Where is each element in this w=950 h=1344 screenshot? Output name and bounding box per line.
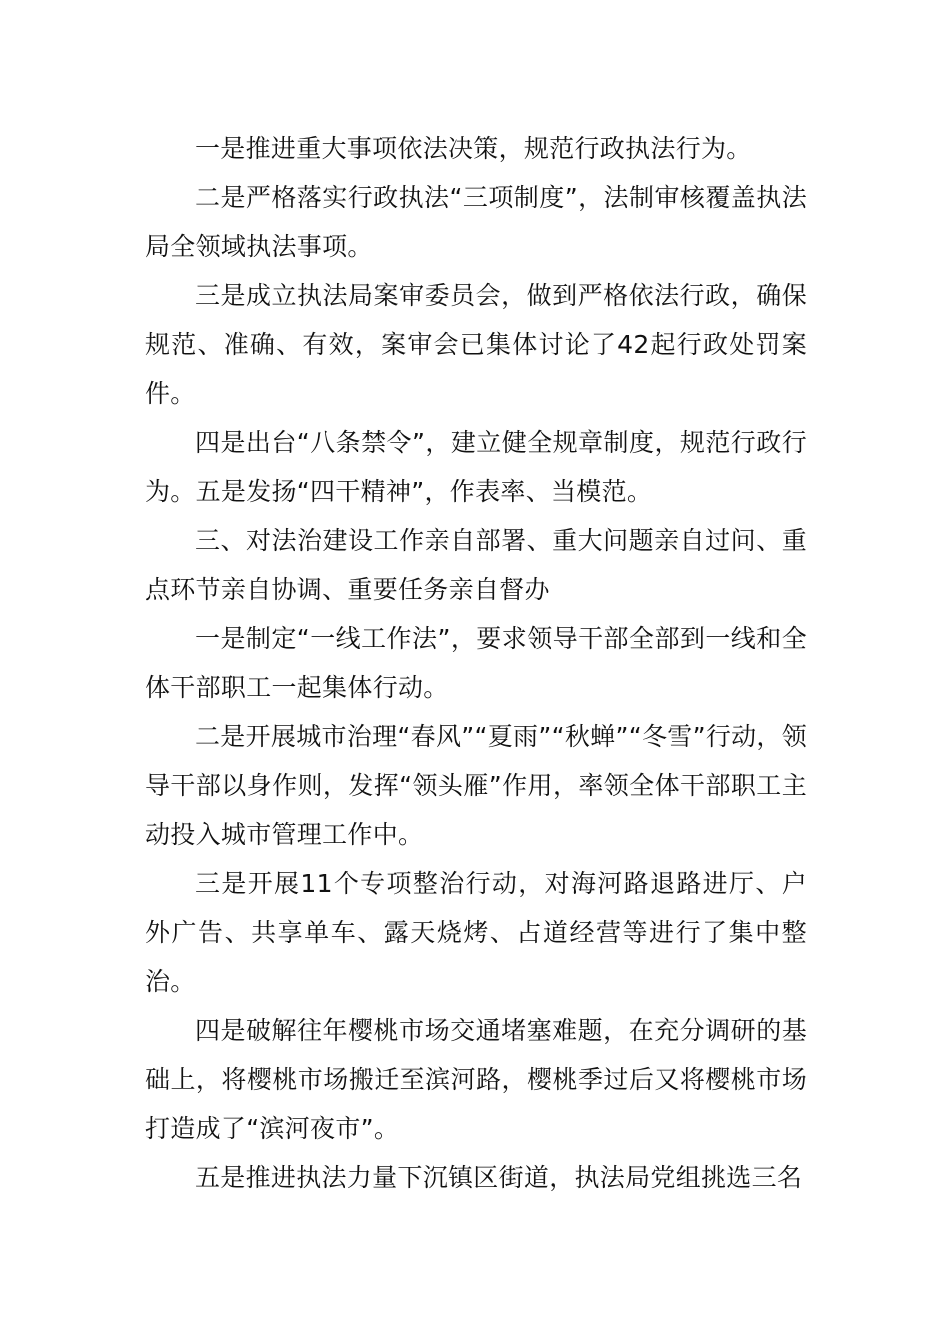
paragraph-3: 三是成立执法局案审委员会，做到严格依法行政，确保规范、准确、有效，案审会已集体讨论了42起行政处罚案件。 (145, 281, 807, 408)
document-body (145, 124, 807, 1202)
paragraph-8: 三是开展11个专项整治行动，对海河路退路进厅、户外广告、共享单车、露天烧烤、占道经营等进行了集中整治。 (145, 869, 807, 996)
paragraph-2: 二是严格落实行政执法“三项制度”，法制审核覆盖执法局全领域执法事项。 (145, 183, 807, 261)
paragraph-6: 一是制定“一线工作法”，要求领导干部全部到一线和全体干部职工一起集体行动。 (145, 624, 807, 702)
paragraph-4: 四是出台“八条禁令”，建立健全规章制度，规范行政行为。五是发扬“四干精神”，作表率、当模范。 (145, 428, 807, 506)
paragraph-9: 四是破解往年樱桃市场交通堵塞难题，在充分调研的基础上，将樱桃市场搬迁至滨河路，樱桃季过后又将樱桃市场打造成了“滨河夜市”。 (145, 1016, 807, 1143)
section-heading: 三、对法治建设工作亲自部署、重大问题亲自过问、重点环节亲自协调、重要任务亲自督办 (145, 526, 807, 604)
paragraph-7: 二是开展城市治理“春风”“夏雨”“秋蝉”“冬雪”行动，领导干部以身作则，发挥“领头雁”作用，率领全体干部职工主动投入城市管理工作中。 (145, 722, 808, 849)
paragraph-1: 一是推进重大事项依法决策，规范行政执法行为。 (195, 134, 752, 163)
paragraph-10: 五是推进执法力量下沉镇区街道，执法局党组挑选三名 (195, 1163, 803, 1192)
